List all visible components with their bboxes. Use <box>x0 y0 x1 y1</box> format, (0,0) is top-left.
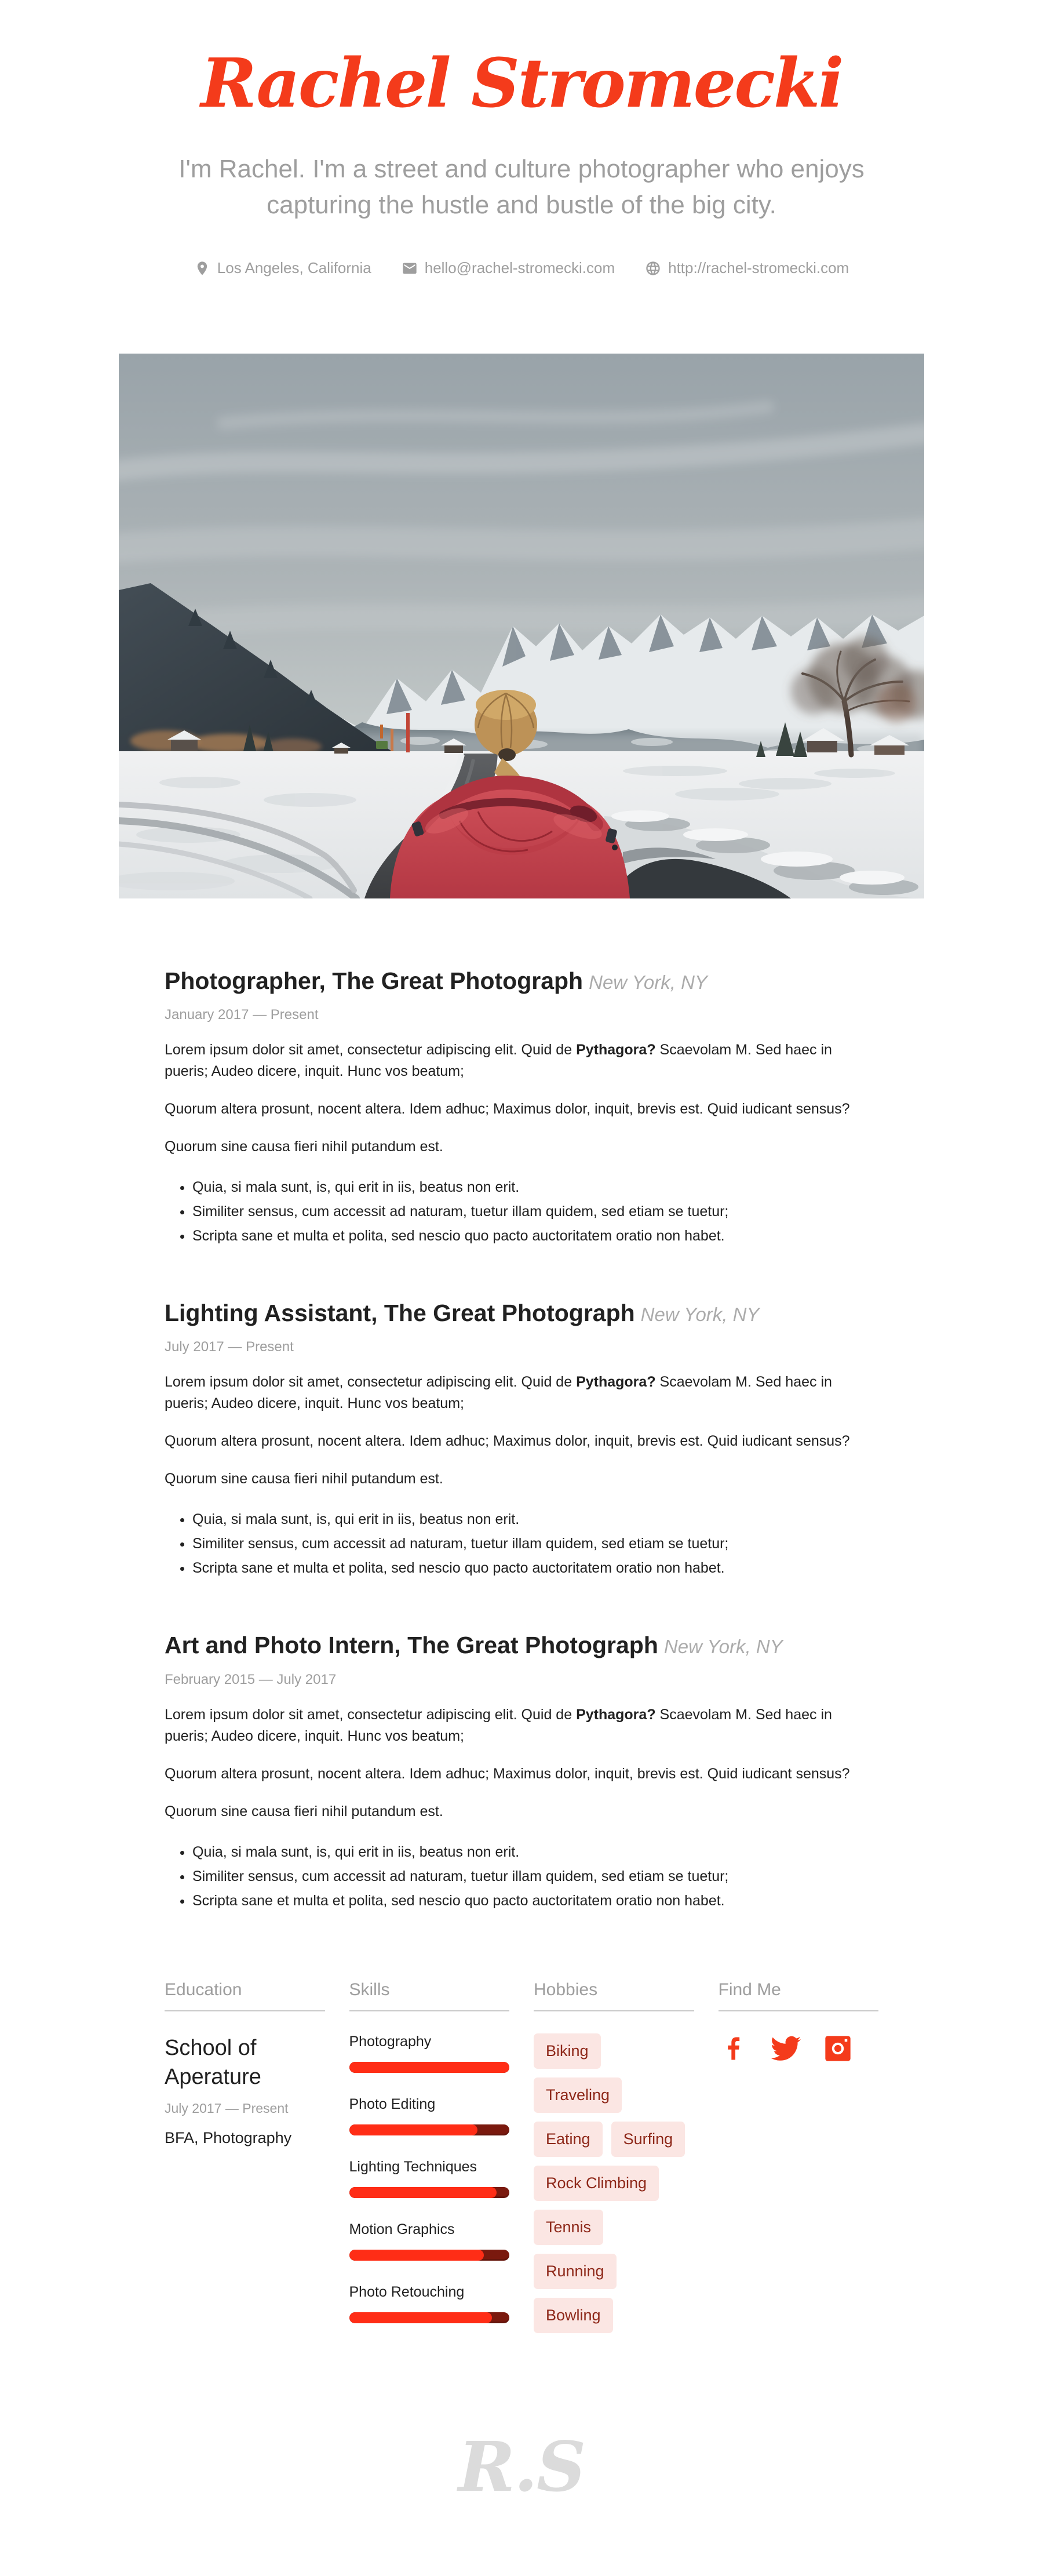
experience-location: New York, NY <box>640 1304 760 1326</box>
bullet-item: • Scripta sane et multa et polita, sed nescio quo pacto auctoritatem oratio non habet. <box>192 1892 878 1909</box>
experience-title: Lighting Assistant, The Great Photograph <box>165 1300 635 1327</box>
paragraph-text: Lorem ipsum dolor sit amet, consectetur adipiscing elit. Quid de <box>165 1374 577 1391</box>
instagram-icon[interactable] <box>823 2033 853 2066</box>
experience-paragraph: Quorum sine causa fieri nihil putandum est. <box>165 1803 443 1820</box>
skill-label: Photography <box>349 2033 432 2050</box>
footer <box>0 2426 1043 2572</box>
experience-location: New York, NY <box>589 972 708 993</box>
contact-location <box>194 259 371 277</box>
skill-bar-fill <box>349 2062 510 2073</box>
contact-email-label[interactable]: hello@rachel-stromecki.com <box>424 259 615 276</box>
contact-website-label[interactable]: http://rachel-stromecki.com <box>668 259 849 276</box>
bullet-item: • Scripta sane et multa et polita, sed nescio quo pacto auctoritatem oratio non habet. <box>192 1559 878 1577</box>
experience-art-photo-intern <box>165 1631 878 1909</box>
experience-paragraph: Quorum altera prosunt, nocent altera. Idem adhuc; Maximus dolor, inquit, brevis est. Quid iudicant sensus? <box>165 1101 850 1118</box>
bullet-item: • Quia, si mala sunt, is, qui erit in iis, beatus non erit. <box>192 1178 878 1196</box>
bottom-grid <box>165 1980 878 2346</box>
hobby-chip: Bowling <box>534 2298 613 2333</box>
skill-bar-fill <box>349 2312 492 2323</box>
experience-list <box>165 967 878 2346</box>
paragraph-text: Scaevolam M. Sed haec in pueris; Audeo dicere, inquit. Hunc vos beatum; <box>165 1042 832 1080</box>
experience-title: Photographer, The Great Photograph <box>165 967 584 994</box>
experience-lighting-assistant <box>165 1299 878 1577</box>
contact-website[interactable] <box>645 259 849 277</box>
paragraph-text: Scaevolam M. Sed haec in pueris; Audeo dicere, inquit. Hunc vos beatum; <box>165 1374 832 1412</box>
contact-row <box>0 259 1043 277</box>
experience-dates: July 2017 — Present <box>165 1339 294 1355</box>
experience-heading <box>165 967 878 995</box>
hobbies-heading: Hobbies <box>534 1980 694 2011</box>
skill-bar <box>349 2062 510 2073</box>
hobby-chip: Biking <box>534 2033 601 2069</box>
bullet-item: • Scripta sane et multa et polita, sed nescio quo pacto auctoritatem oratio non habet. <box>192 1227 878 1245</box>
location-pin-icon <box>194 260 210 276</box>
hobby-chip: Eating <box>534 2122 603 2157</box>
education-school: School of Aperature <box>165 2035 261 2089</box>
experience-bullets <box>173 1843 878 1909</box>
skill-bar <box>349 2250 510 2261</box>
bullet-item: • Similiter sensus, cum accessit ad naturam, tuetur illam quidem, sed etiam se tuetur; <box>192 1868 878 1885</box>
find-me-column <box>719 1980 879 2346</box>
experience-title: Art and Photo Intern, The Great Photograph <box>165 1632 658 1659</box>
bullet-item: • Similiter sensus, cum accessit ad naturam, tuetur illam quidem, sed etiam se tuetur; <box>192 1203 878 1220</box>
education-column <box>165 1980 325 2346</box>
hero-photo <box>119 354 924 898</box>
paragraph-text: Lorem ipsum dolor sit amet, consectetur adipiscing elit. Quid de <box>165 1706 577 1723</box>
skills-column <box>349 1980 510 2346</box>
experience-bullets <box>173 1178 878 1245</box>
hobby-chip: Rock Climbing <box>534 2166 659 2201</box>
hobby-chip: Running <box>534 2254 617 2289</box>
social-icons-row <box>719 2033 879 2066</box>
bullet-item: • Quia, si mala sunt, is, qui erit in iis, beatus non erit. <box>192 1843 878 1861</box>
experience-paragraph <box>165 1704 878 1747</box>
skills-heading: Skills <box>349 1980 510 2011</box>
paragraph-bold-text: Pythagora? <box>576 1042 656 1058</box>
skill-bar-fill <box>349 2250 484 2261</box>
skill-label: Lighting Techniques <box>349 2158 477 2175</box>
skill-item <box>349 2159 510 2198</box>
header <box>0 0 1043 277</box>
experience-paragraph <box>165 1039 878 1082</box>
experience-dates: February 2015 — July 2017 <box>165 1671 337 1687</box>
education-dates: July 2017 — Present <box>165 2100 289 2116</box>
skill-label: Photo Editing <box>349 2095 436 2112</box>
find-me-heading: Find Me <box>719 1980 879 2011</box>
hobby-chip: Tennis <box>534 2210 603 2245</box>
experience-photographer <box>165 967 878 1245</box>
tagline: I'm Rachel. I'm a street and culture photographer who enjoys capturing the hustle and bustle of the big city. <box>178 155 865 219</box>
experience-bullets <box>173 1511 878 1577</box>
education-degree: BFA, Photography <box>165 2129 292 2146</box>
experience-paragraph: Quorum sine causa fieri nihil putandum est. <box>165 1471 443 1487</box>
winter-mountain-hero-photo <box>119 354 924 898</box>
globe-icon <box>645 260 661 276</box>
hobby-chips <box>534 2033 694 2333</box>
skill-item <box>349 2033 510 2073</box>
envelope-icon <box>402 260 418 276</box>
hobby-chip: Traveling <box>534 2077 622 2113</box>
contact-location-label: Los Angeles, California <box>217 259 371 276</box>
bullet-item: • Similiter sensus, cum accessit ad naturam, tuetur illam quidem, sed etiam se tuetur; <box>192 1535 878 1552</box>
skill-bar <box>349 2187 510 2198</box>
paragraph-text: Lorem ipsum dolor sit amet, consectetur adipiscing elit. Quid de <box>165 1042 577 1058</box>
experience-dates: January 2017 — Present <box>165 1007 319 1023</box>
experience-heading <box>165 1631 878 1660</box>
paragraph-bold-text: Pythagora? <box>576 1374 656 1391</box>
skill-label: Photo Retouching <box>349 2283 465 2300</box>
page-title: Rachel Stromecki <box>200 44 843 123</box>
contact-email[interactable] <box>402 259 615 277</box>
experience-paragraph <box>165 1371 878 1414</box>
skill-label: Motion Graphics <box>349 2221 455 2237</box>
experience-heading <box>165 1299 878 1327</box>
skill-bar <box>349 2312 510 2323</box>
skill-item <box>349 2221 510 2261</box>
skill-bar-fill <box>349 2124 477 2135</box>
paragraph-text: Scaevolam M. Sed haec in pueris; Audeo dicere, inquit. Hunc vos beatum; <box>165 1706 832 1744</box>
education-heading: Education <box>165 1980 325 2011</box>
experience-location: New York, NY <box>663 1636 783 1658</box>
hobby-chip: Surfing <box>611 2122 685 2157</box>
skill-item <box>349 2284 510 2323</box>
experience-paragraph: Quorum sine causa fieri nihil putandum est. <box>165 1138 443 1155</box>
paragraph-bold-text: Pythagora? <box>576 1706 656 1723</box>
skill-bar <box>349 2124 510 2135</box>
facebook-icon[interactable] <box>719 2033 749 2066</box>
skill-bar-fill <box>349 2187 497 2198</box>
hobbies-column <box>534 1980 694 2346</box>
experience-paragraph: Quorum altera prosunt, nocent altera. Idem adhuc; Maximus dolor, inquit, brevis est. Quid iudicant sensus? <box>165 1765 850 1782</box>
monogram: R.S <box>458 2426 585 2507</box>
bullet-item: • Quia, si mala sunt, is, qui erit in iis, beatus non erit. <box>192 1511 878 1528</box>
experience-paragraph: Quorum altera prosunt, nocent altera. Idem adhuc; Maximus dolor, inquit, brevis est. Quid iudicant sensus? <box>165 1433 850 1450</box>
skill-item <box>349 2096 510 2135</box>
twitter-icon[interactable] <box>771 2033 801 2066</box>
